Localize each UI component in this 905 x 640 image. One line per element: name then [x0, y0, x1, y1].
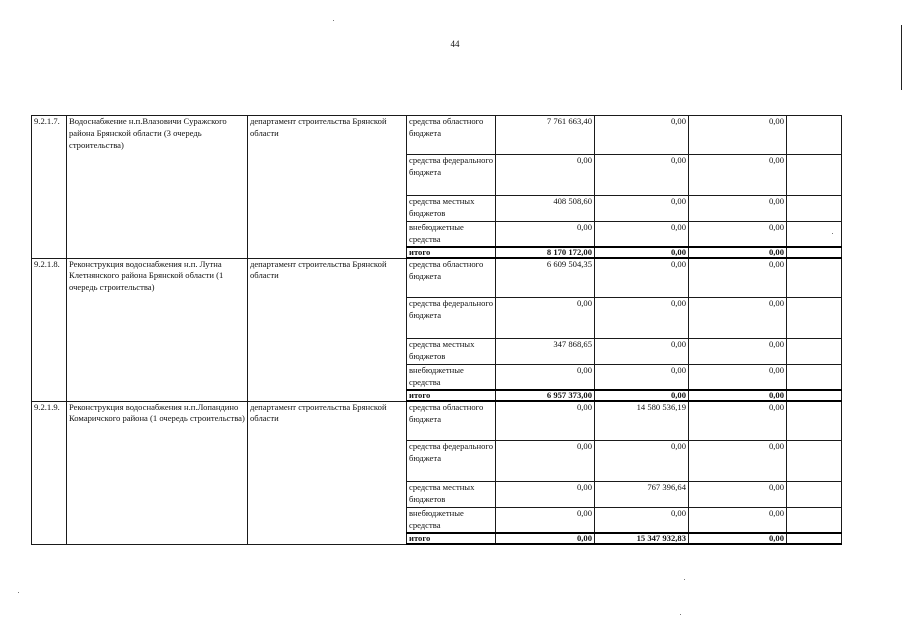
scan-edge-line	[901, 25, 902, 90]
empty-cell	[787, 441, 842, 482]
value-cell: 0,00	[689, 508, 787, 534]
value-cell: 0,00	[689, 116, 787, 155]
empty-cell	[787, 508, 842, 534]
value-cell: 0,00	[595, 441, 689, 482]
project-code: 9.2.1.8.	[32, 258, 67, 401]
value-cell: 0,00	[595, 155, 689, 196]
funding-source: средства федерального бюджета	[407, 155, 496, 196]
value-cell: 0,00	[689, 441, 787, 482]
value-cell: 0,00	[595, 339, 689, 365]
value-cell: 347 868,65	[496, 339, 595, 365]
scan-speck	[684, 579, 685, 580]
project-name: Реконструкция водоснабжения н.п. Лутна Клетнянского района Брянской области (1 очередь строительства)	[67, 258, 248, 401]
table-row	[32, 401, 842, 441]
table-row	[32, 258, 842, 298]
empty-cell	[787, 339, 842, 365]
value-cell: 0,00	[496, 222, 595, 248]
value-cell: 0,00	[595, 365, 689, 391]
value-cell: 0,00	[595, 116, 689, 155]
value-cell: 0,00	[496, 155, 595, 196]
budget-table	[31, 115, 842, 545]
total-value: 0,00	[689, 390, 787, 401]
empty-cell	[787, 196, 842, 222]
total-value: 0,00	[496, 533, 595, 544]
value-cell: 0,00	[496, 298, 595, 339]
empty-cell	[787, 155, 842, 196]
total-label: итого	[407, 390, 496, 401]
value-cell: 0,00	[496, 441, 595, 482]
value-cell: 0,00	[595, 222, 689, 248]
value-cell: 0,00	[496, 401, 595, 441]
value-cell: 0,00	[496, 508, 595, 534]
value-cell: 767 396,64	[595, 482, 689, 508]
total-label: итого	[407, 533, 496, 544]
value-cell: 0,00	[689, 196, 787, 222]
empty-cell	[787, 222, 842, 248]
scan-speck	[333, 20, 334, 21]
value-cell: 0,00	[595, 298, 689, 339]
value-cell: 0,00	[595, 196, 689, 222]
funding-source: средства федерального бюджета	[407, 298, 496, 339]
funding-source: внебюджетные средства	[407, 222, 496, 248]
funding-source: средства федерального бюджета	[407, 441, 496, 482]
total-value: 0,00	[689, 247, 787, 258]
empty-cell	[787, 401, 842, 441]
funding-source: средства областного бюджета	[407, 116, 496, 155]
value-cell: 0,00	[496, 365, 595, 391]
funding-source: внебюджетные средства	[407, 508, 496, 534]
empty-cell	[787, 482, 842, 508]
value-cell: 0,00	[689, 365, 787, 391]
project-name: Водоснабжение н.п.Влазовичи Суражского района Брянской области (3 очередь строительства)	[67, 116, 248, 259]
value-cell: 0,00	[496, 482, 595, 508]
value-cell: 0,00	[689, 339, 787, 365]
funding-source: средства местных бюджетов	[407, 339, 496, 365]
value-cell: 14 580 536,19	[595, 401, 689, 441]
total-value: 8 170 172,00	[496, 247, 595, 258]
project-code: 9.2.1.9.	[32, 401, 67, 544]
scan-speck	[18, 592, 19, 593]
value-cell: 0,00	[595, 508, 689, 534]
empty-cell	[787, 258, 842, 298]
funding-source: средства местных бюджетов	[407, 196, 496, 222]
project-department: департамент строительства Брянской области	[248, 401, 407, 544]
project-department: департамент строительства Брянской области	[248, 116, 407, 259]
funding-source: средства местных бюджетов	[407, 482, 496, 508]
value-cell: 0,00	[689, 482, 787, 508]
value-cell: 408 508,60	[496, 196, 595, 222]
value-cell: 7 761 663,40	[496, 116, 595, 155]
table-row	[32, 116, 842, 155]
value-cell: 0,00	[689, 298, 787, 339]
total-label: итого	[407, 247, 496, 258]
empty-cell	[787, 247, 842, 258]
total-value: 6 957 373,00	[496, 390, 595, 401]
empty-cell	[787, 365, 842, 391]
total-value: 0,00	[595, 247, 689, 258]
value-cell: 0,00	[689, 401, 787, 441]
funding-source: средства областного бюджета	[407, 258, 496, 298]
project-department: департамент строительства Брянской области	[248, 258, 407, 401]
total-value: 0,00	[595, 390, 689, 401]
total-value: 0,00	[689, 533, 787, 544]
funding-source: внебюджетные средства	[407, 365, 496, 391]
funding-source: средства областного бюджета	[407, 401, 496, 441]
value-cell: 0,00	[595, 258, 689, 298]
project-code: 9.2.1.7.	[32, 116, 67, 259]
empty-cell	[787, 390, 842, 401]
value-cell: 0,00	[689, 155, 787, 196]
empty-cell	[787, 116, 842, 155]
page-number: 44	[450, 39, 460, 49]
project-name: Реконструкция водоснабжения н.п.Лопандино Комаричского района (1 очередь строительства)	[67, 401, 248, 544]
value-cell: 6 609 504,35	[496, 258, 595, 298]
empty-cell	[787, 533, 842, 544]
value-cell: 0,00	[689, 258, 787, 298]
scan-speck	[680, 614, 681, 615]
empty-cell	[787, 298, 842, 339]
value-cell: 0,00	[689, 222, 787, 248]
total-value: 15 347 932,83	[595, 533, 689, 544]
